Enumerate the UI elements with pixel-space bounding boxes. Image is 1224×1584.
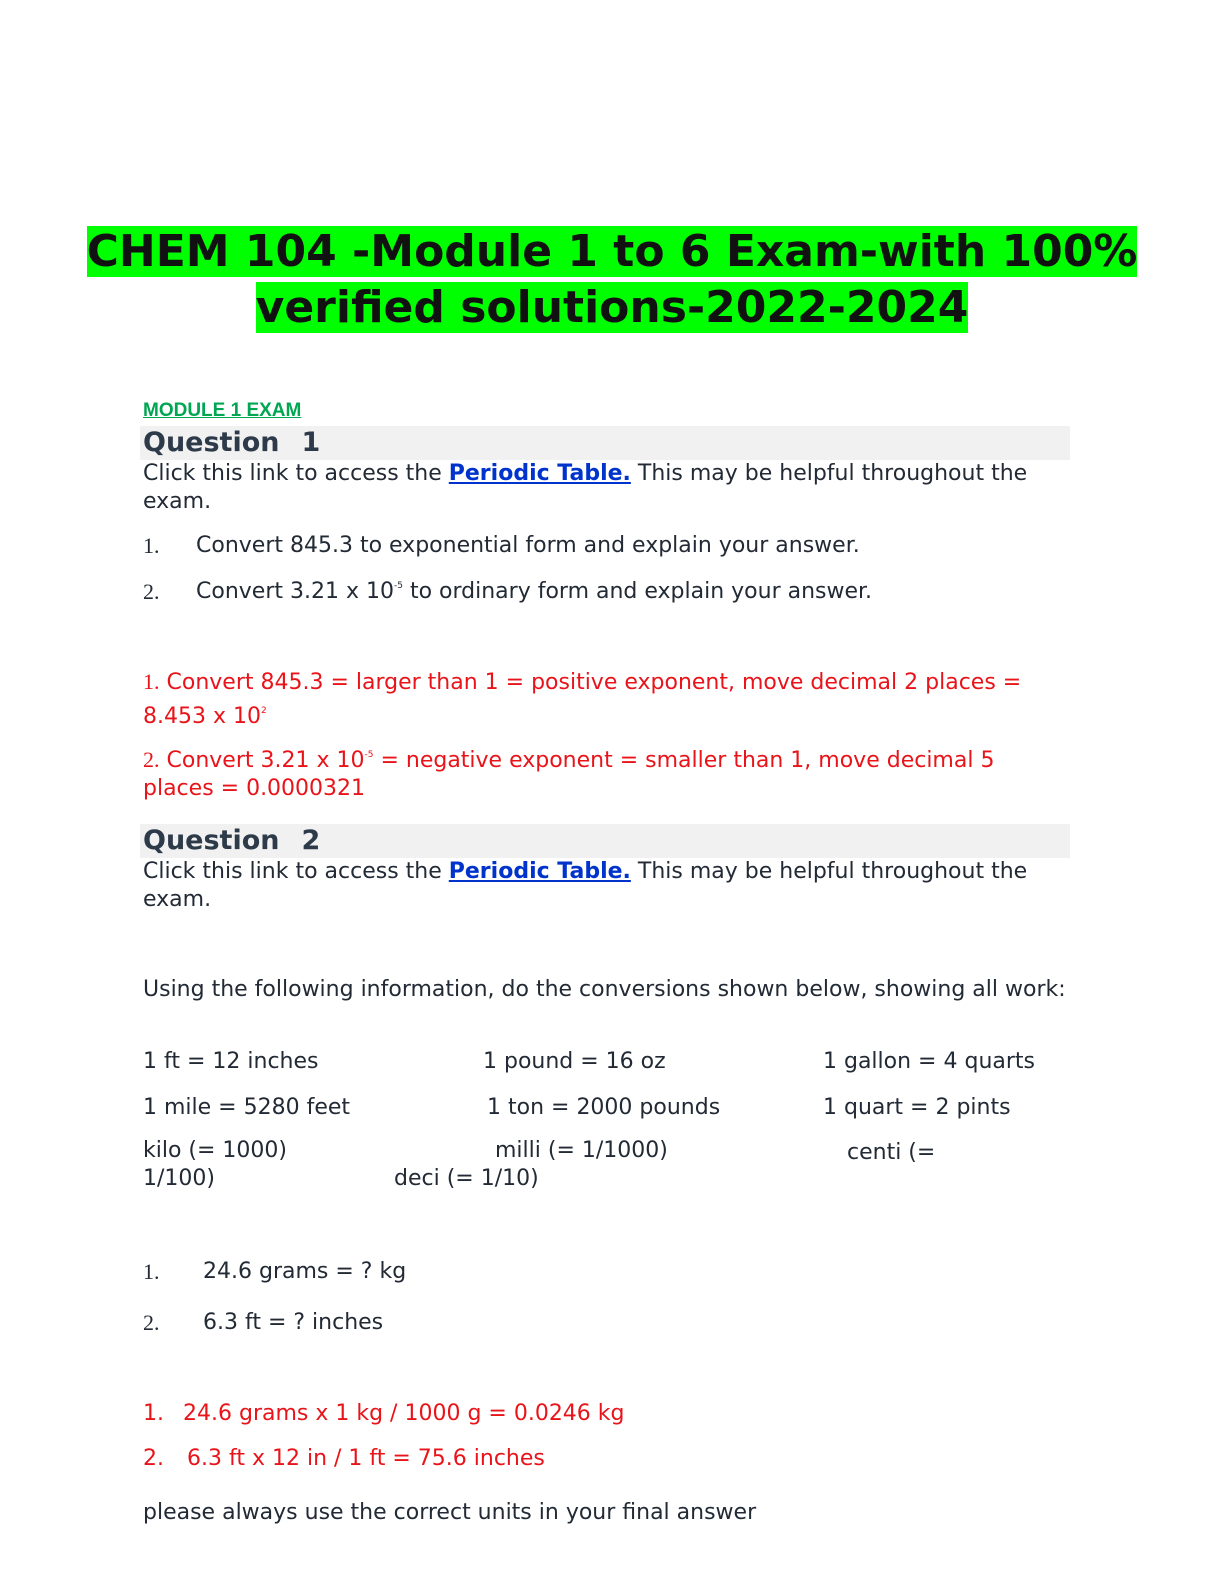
question-2-instructions: Using the following information, do the conversions shown below, showing all work:	[143, 977, 1066, 1002]
question-label: Question	[143, 427, 280, 458]
answer-text: Convert 3.21 x 10	[159, 748, 365, 773]
answer-text: 24.6 grams x 1 kg / 1000 g = 0.0246 kg	[183, 1401, 625, 1426]
title-line-2: verified solutions-2022-2024	[255, 282, 969, 333]
question-1-intro	[143, 460, 1073, 516]
item-number: 1.	[143, 533, 160, 558]
conversion-ton: 1 ton = 2000 pounds	[487, 1095, 721, 1120]
periodic-table-link[interactable]: Periodic Table.	[448, 461, 631, 486]
answer-number: 1.	[143, 1401, 164, 1426]
answer-number: 2.	[143, 747, 160, 772]
question-2-heading	[140, 824, 1070, 858]
answer-exponent: 2	[260, 706, 267, 716]
question-label: Question	[143, 825, 280, 856]
intro-text-after: This may be helpful throughout the exam.	[143, 461, 1028, 514]
prefix-centi: centi (=	[847, 1140, 936, 1165]
conversion-gallon: 1 gallon = 4 quarts	[823, 1049, 1035, 1074]
intro-text-after: This may be helpful throughout the exam.	[143, 859, 1028, 912]
periodic-table-link[interactable]: Periodic Table.	[448, 859, 631, 884]
item-text: 24.6 grams = ? kg	[203, 1259, 407, 1284]
prefix-milli: milli (= 1/1000)	[495, 1138, 668, 1163]
item-number: 1.	[143, 1259, 160, 1284]
conversion-mile: 1 mile = 5280 feet	[143, 1095, 351, 1120]
title-line-1: CHEM 104 -Module 1 to 6 Exam-with 100%	[86, 226, 1138, 277]
question-1-answer-2	[143, 741, 1068, 803]
item-text: 6.3 ft = ? inches	[203, 1310, 384, 1335]
question-number: 1	[301, 427, 321, 458]
intro-text: Click this link to access the	[143, 461, 449, 486]
item-text: Convert 845.3 to exponential form and explain your answer.	[196, 533, 860, 558]
prefix-kilo: kilo (= 1000)	[143, 1138, 287, 1163]
document-title	[0, 224, 1224, 336]
question-1-answer-1	[143, 668, 1068, 731]
answer-text: Convert 845.3 = larger than 1 = positive exponent, move decimal 2 places = 8.453 x 10	[143, 670, 1022, 729]
module-heading: MODULE 1 EXAM	[143, 400, 302, 421]
conversion-ft: 1 ft = 12 inches	[143, 1049, 319, 1074]
intro-text: Click this link to access the	[143, 859, 449, 884]
answer-number: 2.	[143, 1446, 164, 1471]
question-2-intro	[143, 858, 1073, 914]
conversion-pound: 1 pound = 16 oz	[483, 1049, 666, 1074]
prefix-centi-value: 1/100)	[143, 1166, 215, 1191]
answer-exponent: -5	[364, 750, 374, 760]
item-number: 2.	[143, 1310, 160, 1335]
answer-text: 6.3 ft x 12 in / 1 ft = 75.6 inches	[187, 1446, 545, 1471]
question-1-heading	[140, 426, 1070, 460]
units-note: please always use the correct units in your final answer	[143, 1500, 757, 1525]
answer-text-after: = negative exponent = smaller than 1, move decimal 5 places = 0.0000321	[143, 748, 995, 801]
conversion-quart: 1 quart = 2 pints	[823, 1095, 1011, 1120]
item-text: Convert 3.21 x $10^{-5}$ to ordinary form and explain your answer.	[196, 579, 873, 604]
answer-number: 1.	[143, 669, 160, 694]
prefix-deci: deci (= 1/10)	[394, 1166, 539, 1191]
question-number: 2	[301, 825, 321, 856]
item-number: 2.	[143, 579, 160, 604]
